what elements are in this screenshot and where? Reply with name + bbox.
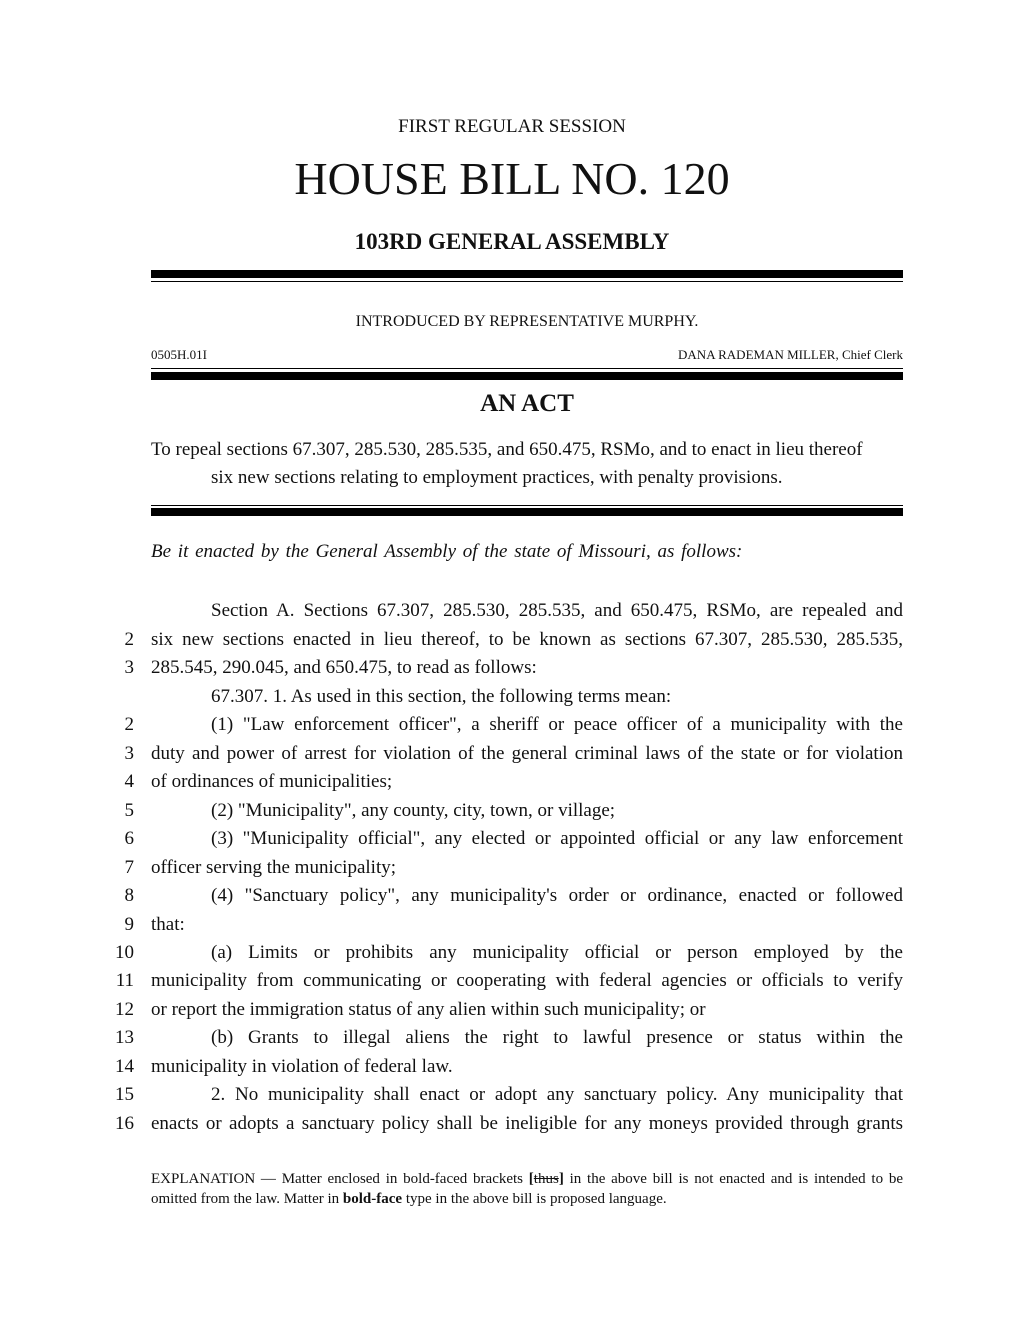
chief-clerk: DANA RADEMAN MILLER, Chief Clerk bbox=[678, 347, 903, 362]
bill-line: (a) Limits or prohibits any municipality official or person employed by the bbox=[211, 942, 903, 963]
bill-line: municipality in violation of federal law. bbox=[151, 1056, 453, 1077]
line-number: 7 bbox=[124, 857, 134, 878]
bill-line: that: bbox=[151, 914, 185, 935]
bill-line: duty and power of arrest for violation of the general criminal laws of the state or for violation bbox=[151, 743, 903, 764]
title-rule-thin bbox=[151, 505, 903, 506]
bill-line: 2. No municipality shall enact or adopt any sanctuary policy. Any municipality that bbox=[211, 1084, 903, 1105]
bill-line: officer serving the municipality; bbox=[151, 857, 396, 878]
act-rule-thick bbox=[151, 372, 903, 380]
line-number: 3 bbox=[124, 743, 134, 764]
bold-face-example: bold-face bbox=[342, 1191, 403, 1207]
bill-line: of ordinances of municipalities; bbox=[151, 771, 393, 792]
bill-title: HOUSE BILL NO. 120 bbox=[294, 153, 730, 204]
line-number: 12 bbox=[115, 999, 134, 1020]
bill-line: or report the immigration status of any alien within such municipality; or bbox=[151, 999, 706, 1020]
act-rule-thin bbox=[151, 368, 903, 369]
bill-line: 67.307. 1. As used in this section, the following terms mean: bbox=[211, 686, 672, 707]
bracket-close: ] bbox=[558, 1171, 564, 1187]
title-rule-thick bbox=[151, 508, 903, 516]
act-title-line-1: To repeal sections 67.307, 285.530, 285.535, and 650.475, RSMo, and to enact in lieu thereof bbox=[151, 439, 863, 460]
bill-line: six new sections enacted in lieu thereof, to be known as sections 67.307, 285.530, 285.535, bbox=[151, 629, 903, 650]
bill-line: (1) "Law enforcement officer", a sheriff or peace officer of a municipality with the bbox=[211, 714, 903, 735]
line-number: 13 bbox=[115, 1027, 134, 1048]
bracket-open: [ bbox=[528, 1171, 534, 1187]
act-heading: AN ACT bbox=[480, 390, 574, 417]
explanation-part-2: in the above bill is not enacted and is intended to be omitted from the law. Matter in bbox=[151, 1171, 903, 1207]
explanation-part-1: EXPLANATION — Matter enclosed in bold-faced brackets bbox=[151, 1171, 529, 1187]
line-number: 16 bbox=[115, 1113, 134, 1134]
bill-code: 0505H.01I bbox=[151, 347, 207, 362]
line-number: 15 bbox=[115, 1084, 134, 1105]
header-rule-thin bbox=[151, 281, 903, 282]
introduced-by: INTRODUCED BY REPRESENTATIVE MURPHY. bbox=[355, 313, 699, 330]
bill-line: Section A. Sections 67.307, 285.530, 285.535, and 650.475, RSMo, are repealed and bbox=[211, 600, 903, 621]
header-rule-thick bbox=[151, 270, 903, 278]
line-number: 10 bbox=[115, 942, 134, 963]
explanation-note bbox=[151, 1169, 903, 1209]
line-number: 2 bbox=[124, 714, 134, 735]
struck-example: thus bbox=[533, 1171, 559, 1187]
act-title-line-2: six new sections relating to employment practices, with penalty provisions. bbox=[211, 467, 783, 488]
line-number: 11 bbox=[115, 970, 134, 991]
line-number: 6 bbox=[124, 828, 134, 849]
assembly-label: 103RD GENERAL ASSEMBLY bbox=[354, 229, 670, 254]
explanation-part-3: type in the above bill is proposed language. bbox=[402, 1191, 667, 1207]
line-number: 14 bbox=[115, 1056, 134, 1077]
enacting-clause: Be it enacted by the General Assembly of the state of Missouri, as follows: bbox=[151, 541, 743, 562]
bill-line: municipality from communicating or cooperating with federal agencies or officials to verify bbox=[151, 970, 903, 991]
line-number: 9 bbox=[124, 914, 134, 935]
line-number: 8 bbox=[124, 885, 134, 906]
bill-line: (b) Grants to illegal aliens the right to lawful presence or status within the bbox=[211, 1027, 903, 1048]
line-number: 3 bbox=[124, 657, 134, 678]
bill-line: (4) "Sanctuary policy", any municipality's order or ordinance, enacted or followed bbox=[211, 885, 903, 906]
bill-line: (3) "Municipality official", any elected or appointed official or any law enforcement bbox=[211, 828, 903, 849]
line-number: 5 bbox=[124, 800, 134, 821]
line-number: 2 bbox=[124, 629, 134, 650]
line-number: 4 bbox=[124, 771, 134, 792]
session-label: FIRST REGULAR SESSION bbox=[398, 116, 626, 137]
bill-line: enacts or adopts a sanctuary policy shall be ineligible for any moneys provided through grants bbox=[151, 1113, 903, 1134]
bill-line: (2) "Municipality", any county, city, town, or village; bbox=[211, 800, 616, 821]
bill-line: 285.545, 290.045, and 650.475, to read as follows: bbox=[151, 657, 537, 678]
